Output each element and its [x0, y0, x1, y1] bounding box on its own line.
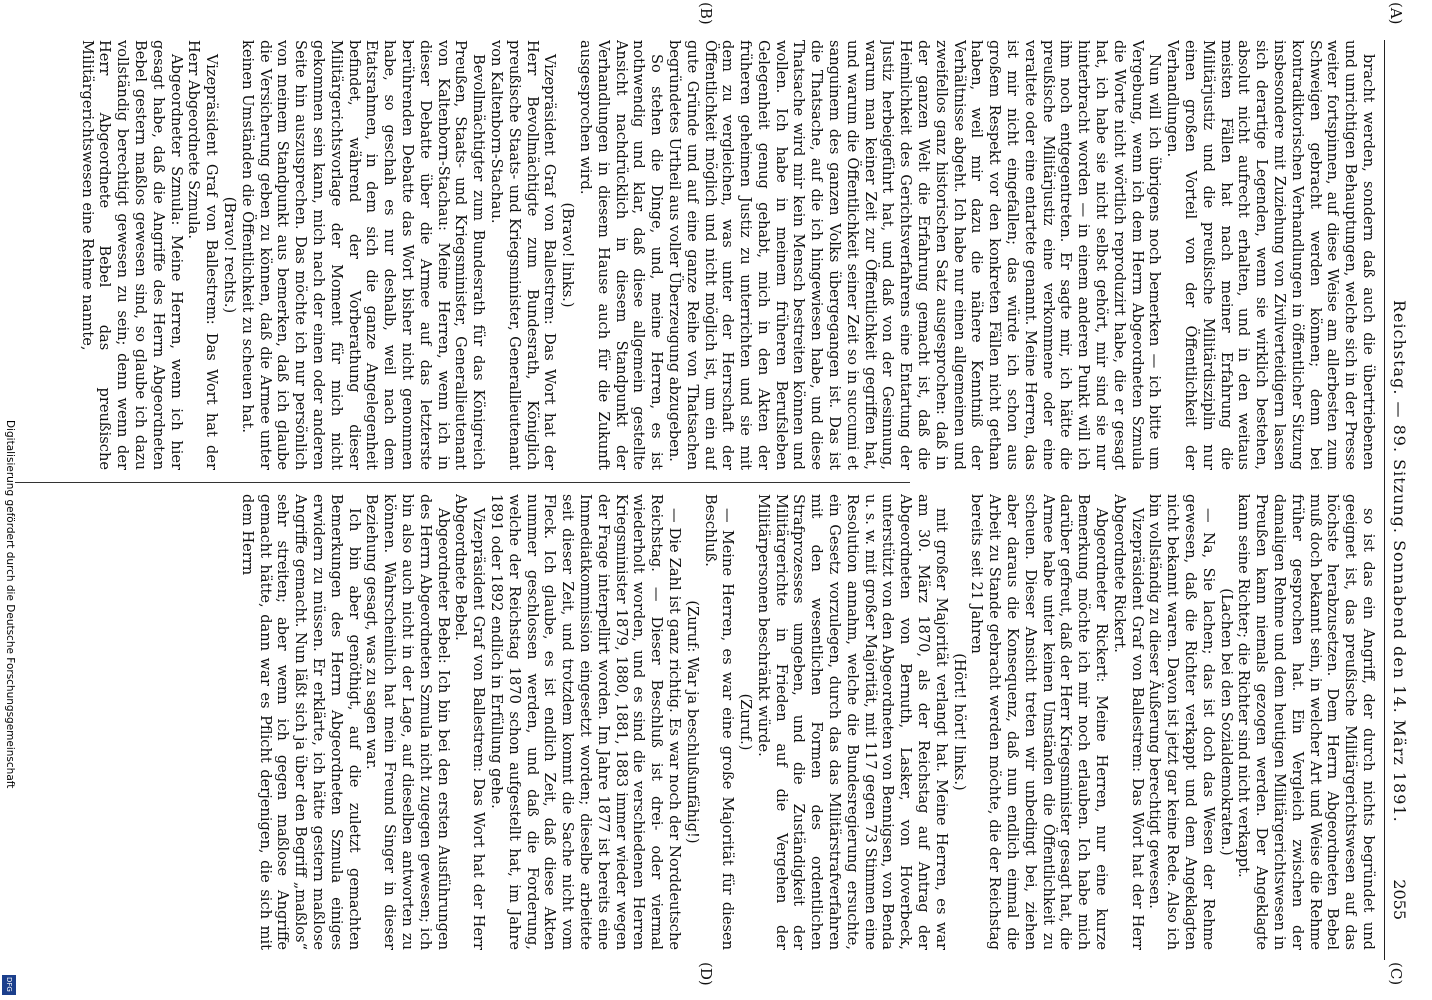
- page-number: 2055: [1390, 879, 1409, 920]
- paragraph: so ist das ein Angriff, der durch nichts begründet und geeignet ist, das preußische Militärgerichtswesen auf das höchste herabzusetzen. Dem Herrn Abgeordneten Bebel muß doch bekannt sein, in welcher Art und Weise die Rehme früher gesprochen hat. Ein Vergleich zwischen der damaligen Rehme und dem heutigen Militärgerichtswesen in Preußen kann niemals gezogen werden. Der Angeklagte kann seine Richter; die Richter sind nicht verkappt.: [1235, 494, 1377, 950]
- speech: Abgeordneter Bebel: Ich bin bei den ersten Ausführungen des Herrn Abgeordneten Szmula nicht zugegen gewesen; ich bin also auch nicht in der Lage, auf dieselben antworten zu können. Wahrscheinlich hat mein Freund Singer in dieser Beziehung gesagt, was zu sagen war.: [363, 494, 452, 950]
- margin-mark-a: (A): [1387, 2, 1405, 25]
- speaker-intro: Vizepräsident Graf von Ballestrem: Das Wort hat der Herr Abgeordnete Bebel.: [452, 494, 488, 950]
- column-divider: [15, 482, 910, 483]
- column-right: [17, 494, 1377, 950]
- paragraph: Nun will ich übrigens noch bemerken — ich bitte um Vergebung, wenn ich dem Herrn Abgeordneten Szmula die Worte nicht wörtlich reproduzirt habe, die er gesagt hat, ich habe sie nicht selbst gehört, mir sind sie nur hinterbracht worden — in einem anderen Punkt will ich ihm noch entgegentreten. Er sagte mir, ich hätte die preußische Militärjustiz eine verkommene oder eine veraltete oder eine entartete genannt. Meine Herren, das ist mir nicht eingefallen; das würde ich schon aus großem Respekt vor den konkreten Fällen nicht gethan haben, weil mir dazu die nähere Kenntniß der Verhältnisse abgeht. Ich habe nur einen allgemeinen und zweifellos ganz historischen Satz ausgesprochen: daß in der ganzen Welt die Erfahrung gemacht ist, daß die Heimlichkeit des Gerichtsverfahrens eine Entartung der Justiz herbeigeführt hat, und daß von der Gesinnung, warum man keiner Zeit zur Öffentlichkeit gegriffen hat, und warum die Öffentlichkeit seiner Zeit so in succumi et sanguinem des ganzen Volks übergegangen ist. Das ist die Thatsache, auf die ich hingewiesen habe, und diese Thatsache wird mir kein Mensch bestreiten können und wollen. Ich habe in meinem früheren Berufsleben Gelegenheit genug gehabt, mich in den Akten der früheren geheimen Justiz zu unterrichten und sie mit dem zu vergleichen, was unter der Herrschaft der Öffentlichkeit möglich und nicht möglich ist, um ein auf gute Gründe und auf eine ganze Reihe von Thatsachen begründetes Urtheil aus voller Überzeugung abzugeben.: [665, 40, 1164, 470]
- paragraph: — Na, Sie lachen; das ist doch das Wesen der Rehme gewesen, daß die Richter verkappt und dem Angeklagten nicht bekannt waren. Davon ist jetzt gar keine Rede. Also ich bin vollständig zu dieser Äußerung berechtigt gewesen.: [1146, 494, 1217, 950]
- dfg-logo-text: DFG: [5, 977, 13, 992]
- digitization-footer: [2, 420, 16, 1000]
- interjection: (Bravo! rechts.): [221, 196, 238, 314]
- interjection: (Bravo! links.): [559, 202, 577, 308]
- speech: Abgeordneter Szmula: Meine Herren, wenn ich hier gesagt habe, daß die Angriffe des Herrn Abgeordneten Bebel gestern maßlos gewesen sind, so glaube ich dazu vollständig berechtigt gewesen zu sein; denn wenn der Herr Abgeordnete Bebel das preußische Militärgerichtswesen eine Rehme nannte,: [78, 40, 185, 470]
- footer-text: Digitalisierung gefördert durch die Deutsche Forschungsgemeinschaft: [4, 420, 16, 789]
- speaker-intro: Vizepräsident Graf von Ballestrem: Das Wort hat der Herr Abgeordnete Rickert.: [1110, 494, 1146, 950]
- paragraph: bracht werden, sondern daß auch die übertriebenen und unrichtigen Behauptungen, welche sich in der Presse weiter fortspinnen, auf diese Weise am allerbesten zum Schweigen gebracht werden können; denn bei kontradiktorischen Verhandlungen in öffentlicher Sitzung insbesondere mit Zuziehung von Zivilverteidigern lassen sich derartige Legenden, wenn sie wirklich bestehen, absolut nicht aufrecht erhalten, und in den weitaus meisten Fällen hat nach meiner Erfahrung die Militärjustiz und die preußische Militärdisziplin nur einen großen Vorteil von der Öffentlichkeit der Verhandlungen.: [1164, 40, 1377, 470]
- paragraph: — Die Zahl ist ganz richtig. Es war noch der Norddeutsche Reichstag. — Dieser Beschluß ist drei- oder viermal wiederholt worden, und es sind die verschiedenen Herren Kriegsminister 1879, 1880, 1881, 1883 immer wieder wegen der Frage interpellirt worden. Im Jahre 1877 ist bereits eine Immediatkommission eingesetzt worden; dieselbe arbeitete seit dieser Zeit, und trotzdem kommt die Sache nicht vom Fleck. Ich glaube, es ist endlich Zeit, daß diese Akten nummer geschlossen werden, und daß die Forderung, welche der Reichstag 1870 schon aufgestellt hat, im Jahre 1891 oder 1892 endlich in Erfüllung gehe.: [487, 494, 683, 950]
- paragraph: Ich bin aber genöthigt, auf die zuletzt gemachten Bemerkungen des Herrn Abgeordneten Szmula einiges erwidern zu müssen. Er erklärte, ich hätte gestern maßlose Angriffe gemacht. Nun läßt sich ja über den Begriff „maßlos“ sehr streiten; aber wenn ich gegen maßlose Angriffe gemacht hätte, dann war es Pflicht derjenigen, die sich mit dem Herrn: [238, 494, 363, 950]
- interjection: (Lachen bei den Sozialdemokraten.): [1217, 588, 1235, 856]
- speaker-intro: Vizepräsident Graf von Ballestrem: Das Wort hat der Herr Bevollmächtigte zum Bundesrath, Königlich preußische Staats- und Kriegsminister, Generallieutenant von Kaltenborn-Stachau.: [487, 40, 559, 470]
- speech: Bevollmächtigter zum Bundesrath für das Königreich Preußen, Staats- und Kriegsminister, Generallieutenant von Kaltenborn-Stachau: Meine Herren, wenn ich in dieser Debatte über die Armee auf das letzterste berührenden Debatte das Wort bisher nicht genommen habe, so geschah es nur deshalb, weil nach dem Etatsrahmen, in dem sich die ganze Angelegenheit befindet, während der Vorberathung dieser Militärgerichtsvorlage der Moment für mich nicht gekommen sein kann, mich nach der einen oder anderen Seite hin auszusprechen. Das möchte ich nur persönlich von meinem Standpunkt aus bemerken, daß ich glaube die Versicherung geben zu können, daß die Armee unter keinen Umständen die Öffentlichkeit zu scheuen hat.: [238, 40, 488, 470]
- header-title: Reichstag. — 89. Sitzung. Sonnabend den 14. März 1891.: [1390, 300, 1409, 823]
- speaker-intro: Vizepräsident Graf von Ballestrem: Das Wort hat der Herr Abgeordnete Szmula.: [185, 40, 221, 470]
- margin-mark-b: (B): [697, 2, 715, 25]
- interjection: (Zuruf: War ja beschlußunfähig!): [683, 600, 701, 844]
- margin-mark-d: (D): [697, 962, 715, 986]
- rotated-page: [15, 0, 1415, 1000]
- paragraph: So stehen die Dinge, und, meine Herren, es ist nothwendig und klar, daß diese allgemein gestellte Ansicht nachdrücklich in diesem Standpunkt der Verhandlungen in diesem Hause auch für die Zukunft ausgesprochen wird.: [576, 40, 666, 470]
- interjection: (Hört! hört! links.): [950, 653, 968, 791]
- margin-mark-c: (C): [1387, 962, 1405, 986]
- speech: Abgeordneter Rickert: Meine Herren, nur eine kurze Bemerkung möchte ich mir noch erlauben. Ich habe mich darüber gefreut, daß der Herr Kriegsminister gesagt hat, die Armee habe unter keinen Umständen die Öffentlichkeit zu scheuen. Dieser Ansicht treten wir unbedingt bei, ziehen aber daraus die Konsequenz, daß nun endlich einmal die Arbeit zu Stande gebracht werden möchte, die der Reichstag bereits seit 21 Jahren: [968, 494, 1111, 950]
- paragraph: — Meine Herren, es war eine große Majorität für diesen Beschluß.: [701, 494, 737, 950]
- dfg-logo: [2, 975, 16, 995]
- column-left: [17, 40, 1377, 470]
- speech: mit großer Majorität verlangt hat. Meine Herren, es war am 30. März 1870, als der Reichstag auf Antrag der Abgeordneten von Bernuth, Lasker, von Hoverbeck, unterstützt von den Abgeordneten von Bennigsen, von Benda u. s. w. mit großer Majorität, mit 117 gegen 73 Stimmen eine Resolution annahm, welche die Bundesregierung ersuchte, ein Gesetz vorzulegen, durch das das Militärstrafverfahren mit den wesentlichen Formen des ordentlichen Strafprozesses umgeben, und die Zuständigkeit der Militärgerichte in Frieden auf die Vergehen der Militärpersonen beschränkt würde.: [754, 494, 950, 950]
- page-header: [1387, 40, 1409, 960]
- interjection: (Zuruf.): [737, 693, 755, 751]
- header-rule: [1384, 40, 1385, 960]
